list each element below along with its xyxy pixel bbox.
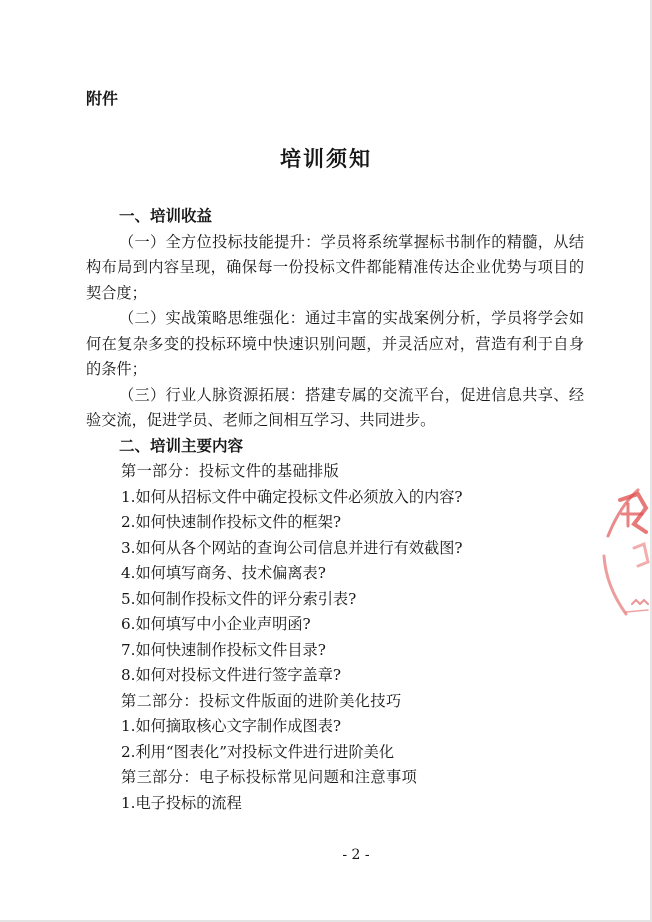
list-item: 2.利用“图表化”对投标文件进行进阶美化: [121, 742, 395, 761]
list-item: 1.如何从招标文件中确定投标文件必须放入的内容?: [121, 487, 463, 506]
seal-stamp-icon: [598, 486, 652, 632]
page-number: - 2 -: [342, 847, 370, 863]
list-item: 8.如何对投标文件进行签字盖章?: [121, 666, 342, 684]
list-item: 4.如何填写商务、技术偏离表?: [121, 564, 326, 582]
list-item: 7.如何快速制作投标文件目录?: [121, 640, 326, 659]
seal-stamp: [598, 486, 652, 632]
part-title: 第一部分：投标文件的基础排版: [121, 462, 340, 480]
attachment-label: 附件: [86, 89, 119, 108]
document-body: [86, 204, 584, 816]
list-item: 2.如何快速制作投标文件的框架?: [121, 513, 342, 531]
list-item: 5.如何制作投标文件的评分索引表?: [121, 589, 357, 608]
section-heading-content: 二、培训主要内容: [119, 436, 244, 455]
document-title: 培训须知: [280, 147, 372, 171]
list-item: 1.电子投标的流程: [121, 793, 242, 812]
benefit-paragraph: （三）行业人脉资源拓展：搭建专属的交流平台，促进信息共享、经验交流，促进学员、老师之间相互学习、共同进步。: [86, 385, 584, 429]
list-item: 1.如何摘取核心文字制作成图表?: [121, 717, 342, 735]
benefit-paragraph: （一）全方位投标技能提升：学员将系统掌握标书制作的精髓，从结构布局到内容呈现，确保每一份投标文件都能精准传达企业优势与项目的契合度；: [86, 232, 584, 302]
section-heading-benefits: 一、培训收益: [119, 207, 213, 225]
benefit-paragraph: （二）实战策略思维强化：通过丰富的实战案例分析，学员将学会如何在复杂多变的投标环境中快速识别问题，并灵活应对，营造有利于自身的条件；: [86, 309, 584, 378]
list-item: 3.如何从各个网站的查询公司信息并进行有效截图?: [121, 538, 463, 557]
list-item: 6.如何填写中小企业声明函?: [121, 615, 311, 633]
part-title: 第二部分：投标文件版面的进阶美化技巧: [121, 691, 402, 710]
part-title: 第三部分：电子标投标常见问题和注意事项: [121, 768, 418, 786]
